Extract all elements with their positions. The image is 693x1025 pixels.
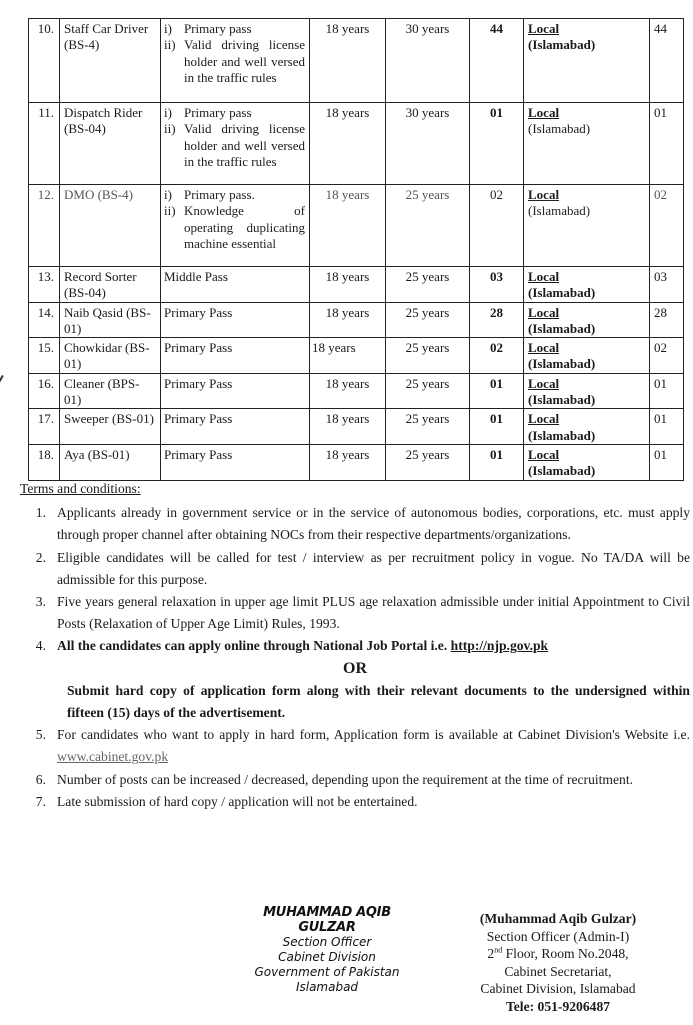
domicile-region: (Islamabad) xyxy=(528,121,591,137)
term-item xyxy=(20,791,690,813)
domicile xyxy=(524,19,650,103)
min-age: 18 years xyxy=(310,19,386,103)
terms-section xyxy=(20,478,690,813)
qualification: Primary Pass xyxy=(161,444,310,480)
qualification: Primary Pass xyxy=(161,302,310,338)
officer-stamp xyxy=(242,905,412,995)
domicile xyxy=(524,103,650,185)
post-name: Aya (BS-01) xyxy=(60,444,161,480)
total-posts: 01 xyxy=(650,373,684,409)
qual-text: Knowledge of operating duplicating machine essential xyxy=(184,203,305,251)
posts-count: 03 xyxy=(470,267,524,303)
serial-number: 12. xyxy=(29,185,60,267)
max-age: 25 years xyxy=(386,267,470,303)
domicile xyxy=(524,302,650,338)
min-age: 18 years xyxy=(310,302,386,338)
pen-tick-mark xyxy=(0,375,4,424)
domicile-region: (Islamabad) xyxy=(528,392,596,408)
min-age: 18 years xyxy=(310,185,386,267)
max-age: 25 years xyxy=(386,444,470,480)
term-number: 4. xyxy=(35,638,46,654)
qual-marker: i) xyxy=(164,21,172,36)
domicile-local: Local xyxy=(528,187,560,202)
term-number: 1. xyxy=(35,505,46,521)
posts-count: 01 xyxy=(470,103,524,185)
min-age: 18 years xyxy=(310,444,386,480)
table-row xyxy=(29,409,684,445)
table-row xyxy=(29,267,684,303)
qualification: Primary Pass xyxy=(161,409,310,445)
qual-text: Primary pass xyxy=(184,105,252,120)
post-name: Cleaner (BPS-01) xyxy=(60,373,161,409)
min-age: 18 years xyxy=(310,409,386,445)
stamp-government: Government of Pakistan xyxy=(254,965,400,979)
serial-number: 16. xyxy=(29,373,60,409)
domicile-region: (Islamabad) xyxy=(528,37,596,53)
posts-count: 02 xyxy=(470,185,524,267)
domicile xyxy=(524,185,650,267)
posts-count: 28 xyxy=(470,302,524,338)
post-name: Staff Car Driver (BS-4) xyxy=(60,19,161,103)
table-row xyxy=(29,19,684,103)
qualification: Primary Pass xyxy=(161,373,310,409)
term-text: Five years general relaxation in upper age limit PLUS age relaxation admissible under initial Appointment to Civil Posts (Relaxation of Upper Age Limit) Rules, 1993. xyxy=(57,594,690,632)
signature-block xyxy=(448,910,668,1016)
serial-number: 11. xyxy=(29,103,60,185)
max-age: 25 years xyxy=(386,185,470,267)
post-name: Chowkidar (BS-01) xyxy=(60,338,161,374)
qual-text: Primary pass xyxy=(184,21,252,36)
qualification: Primary Pass xyxy=(161,338,310,374)
qual-marker: ii) xyxy=(164,37,176,53)
stamp-division: Cabinet Division xyxy=(278,950,376,964)
posts-table xyxy=(28,18,684,481)
domicile-region: (Islamabad) xyxy=(528,320,596,336)
total-posts: 03 xyxy=(650,267,684,303)
total-posts: 01 xyxy=(650,409,684,445)
term-item xyxy=(20,591,690,635)
floor-number: 2 xyxy=(487,946,495,962)
total-posts: 01 xyxy=(650,444,684,480)
signatory-designation: Section Officer (Admin-I) xyxy=(486,928,630,944)
max-age: 30 years xyxy=(386,103,470,185)
domicile-region: (Islamabad) xyxy=(528,463,596,479)
domicile-local: Local xyxy=(528,375,560,391)
table-row xyxy=(29,302,684,338)
floor-suffix: nd xyxy=(494,945,503,955)
min-age: 18 years xyxy=(310,373,386,409)
table-row xyxy=(29,338,684,374)
table-row xyxy=(29,373,684,409)
serial-number: 10. xyxy=(29,19,60,103)
posts-count: 01 xyxy=(470,444,524,480)
qualification xyxy=(161,185,310,267)
posts-count: 02 xyxy=(470,338,524,374)
domicile xyxy=(524,267,650,303)
term-number: 3. xyxy=(35,594,46,610)
total-posts: 44 xyxy=(650,19,684,103)
domicile-local: Local xyxy=(528,340,560,356)
domicile-region: (Islamabad) xyxy=(528,427,596,443)
term-item xyxy=(20,547,690,591)
posts-count: 01 xyxy=(470,409,524,445)
term-text xyxy=(57,635,690,657)
max-age: 25 years xyxy=(386,373,470,409)
domicile-local: Local xyxy=(528,304,560,320)
serial-number: 15. xyxy=(29,338,60,374)
qual-marker: i) xyxy=(164,187,172,202)
serial-number: 17. xyxy=(29,409,60,445)
table-row xyxy=(29,185,684,267)
stamp-name: MUHAMMAD AQIB GULZAR xyxy=(263,905,391,935)
min-age: 18 years xyxy=(310,267,386,303)
qualification: Middle Pass xyxy=(161,267,310,303)
office-division: Cabinet Division, Islamabad xyxy=(480,981,636,997)
cabinet-website-link[interactable]: www.cabinet.gov.pk xyxy=(57,749,169,765)
serial-number: 14. xyxy=(29,302,60,338)
term-text: Eligible candidates will be called for test / interview as per recruitment policy in vogue. No TA/DA will be admissible for this purpose. xyxy=(57,549,690,587)
stamp-city: Islamabad xyxy=(295,980,359,994)
post-name: Dispatch Rider (BS-04) xyxy=(60,103,161,185)
room-info: Floor, Room No.2048, xyxy=(502,946,629,962)
domicile-local: Local xyxy=(528,105,560,120)
serial-number: 18. xyxy=(29,444,60,480)
min-age: 18 years xyxy=(310,103,386,185)
post-name: Record Sorter (BS-04) xyxy=(60,267,161,303)
min-age: 18 years xyxy=(310,338,386,374)
qual-text: Valid driving license holder and well versed in the traffic rules xyxy=(184,37,305,85)
qual-marker: ii) xyxy=(164,121,176,137)
term-text: Late submission of hard copy / application will not be entertained. xyxy=(57,793,418,809)
term-number: 7. xyxy=(35,793,46,809)
total-posts: 01 xyxy=(650,103,684,185)
max-age: 30 years xyxy=(386,19,470,103)
domicile-region: (Islamabad) xyxy=(528,285,596,301)
post-name: Naib Qasid (BS-01) xyxy=(60,302,161,338)
domicile-local: Local xyxy=(528,21,560,36)
submit-note: Submit hard copy of application form along with their relevant documents to the undersigned within fifteen (15) days of the advertisement. xyxy=(67,682,690,721)
domicile-local: Local xyxy=(528,446,560,462)
qual-marker: i) xyxy=(164,105,172,120)
term-number: 6. xyxy=(35,771,46,787)
max-age: 25 years xyxy=(386,302,470,338)
posts-count: 01 xyxy=(470,373,524,409)
term-text: Number of posts can be increased / decreased, depending upon the requirement at the time of recruitment. xyxy=(57,771,634,787)
qualification xyxy=(161,103,310,185)
domicile xyxy=(524,409,650,445)
qual-text: Valid driving license holder and well versed in the traffic rules xyxy=(184,121,305,169)
term-item xyxy=(20,635,690,657)
or-divider: OR xyxy=(343,659,367,677)
njp-portal-link[interactable]: http://njp.gov.pk xyxy=(450,638,549,654)
max-age: 25 years xyxy=(386,338,470,374)
domicile-region: (Islamabad) xyxy=(528,203,591,219)
term-number: 2. xyxy=(35,549,46,565)
domicile-local: Local xyxy=(528,411,560,427)
max-age: 25 years xyxy=(386,409,470,445)
total-posts: 02 xyxy=(650,338,684,374)
office-secretariat: Cabinet Secretariat, xyxy=(504,963,612,979)
table-row xyxy=(29,444,684,480)
qualification xyxy=(161,19,310,103)
domicile xyxy=(524,338,650,374)
total-posts: 28 xyxy=(650,302,684,338)
serial-number: 13. xyxy=(29,267,60,303)
total-posts: 02 xyxy=(650,185,684,267)
term-item xyxy=(20,502,690,546)
terms-title: Terms and conditions: xyxy=(20,481,141,496)
term-text-body: For candidates who want to apply in hard form, Application form is available at Cabinet Division's Website i.e. xyxy=(57,727,690,743)
posts-count: 44 xyxy=(470,19,524,103)
domicile xyxy=(524,444,650,480)
post-name: Sweeper (BS-01) xyxy=(60,409,161,445)
term-text: Applicants already in government service or in the service of autonomous bodies, corporations, etc. must apply through proper channel after obtaining NOCs from their respective departments/organizations. xyxy=(57,505,690,543)
qual-marker: ii) xyxy=(164,203,176,219)
term-number: 5. xyxy=(35,727,46,743)
signatory-name: (Muhammad Aqib Gulzar) xyxy=(479,911,637,926)
term-text xyxy=(57,724,690,768)
stamp-designation: Section Officer xyxy=(282,935,372,949)
term-item xyxy=(20,724,690,768)
office-phone: Tele: 051-9206487 xyxy=(505,998,611,1014)
domicile-local: Local xyxy=(528,269,560,284)
qual-text: Primary pass. xyxy=(184,187,255,202)
term-text-body: All the candidates can apply online through National Job Portal i.e. xyxy=(57,638,448,654)
post-name: DMO (BS-4) xyxy=(60,185,161,267)
table-row xyxy=(29,103,684,185)
term-item xyxy=(20,769,690,791)
office-address xyxy=(448,945,668,963)
domicile-region: (Islamabad) xyxy=(528,356,596,372)
domicile xyxy=(524,373,650,409)
